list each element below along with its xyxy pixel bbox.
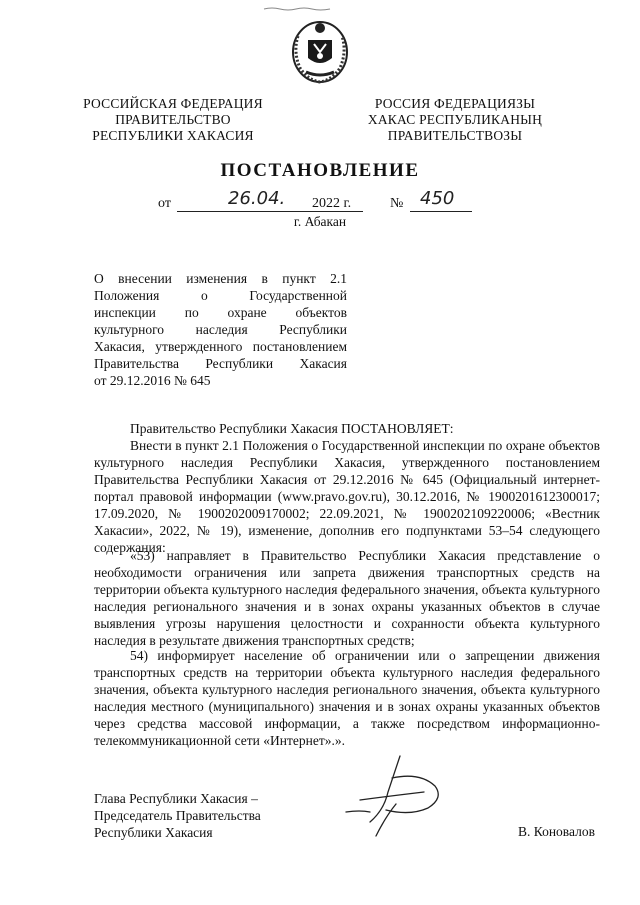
subject-line: от 29.12.2016 № 645: [94, 373, 211, 388]
date-prefix: от: [158, 196, 171, 211]
header-right-line: ХАКАС РЕСПУБЛИКАНЫҢ: [367, 112, 543, 127]
subject-line: культурного наследия Республики: [94, 322, 347, 337]
coat-of-arms-emblem-icon: [290, 18, 350, 84]
header-right-line: РОССИЯ ФЕДЕРАЦИЯЗЫ: [374, 96, 536, 111]
subject-line: инспекции по охране объектов: [94, 305, 347, 320]
header-left-line: РЕСПУБЛИКИ ХАКАСИЯ: [92, 128, 254, 143]
header-left-line: ПРАВИТЕЛЬСТВО: [115, 112, 231, 127]
signatory-position: [94, 790, 314, 841]
header-right-block: [360, 96, 550, 144]
header-left-line: РОССИЙСКАЯ ФЕДЕРАЦИЯ: [83, 96, 263, 111]
handwritten-date: 26.04.: [228, 188, 286, 209]
signatory-line: Председатель Правительства: [94, 808, 261, 823]
signatory-line: Глава Республики Хакасия –: [94, 791, 258, 806]
document-title: ПОСТАНОВЛЕНИЕ: [220, 160, 420, 181]
number-sign: №: [390, 196, 404, 211]
body-paragraph-2: «53) направляет в Правительство Республики Хакасия представление о необходимости ограничения или запрета движения транспортных средств на территории объекта культурного наследия федерального значения, объекта культурного наследия регионального значения и в зонах охраны указанных объектов в случае выявления угрозы нарушения целостности и сохранности объекта культурного наследия в результате движения транспортных средств;: [94, 548, 600, 648]
date-year: 2022 г.: [312, 196, 352, 211]
subject-line: Положения о Государственной: [94, 288, 347, 303]
registration-mark: [262, 6, 332, 12]
signatory-name: В. Коновалов: [518, 824, 595, 839]
handwritten-number: 450: [420, 188, 455, 209]
subject-line: Хакасия, утвержденного постановлением: [94, 339, 347, 354]
body-preamble: [94, 420, 600, 437]
subject-line: О внесении изменения в пункт 2.1: [94, 271, 347, 286]
signatory-line: Республики Хакасия: [94, 825, 213, 840]
subject-block: [94, 270, 347, 389]
body-paragraph-1: Внести в пункт 2.1 Положения о Государственной инспекции по охране объектов культурного наследия Республики Хакасия, утвержденного постановлением Правительства Республики Хакасия от 29.12.2016 № 645 (Официальный интернет-портал правовой информации (www.pravo.gov.ru), 30.12.2016, № 1900201612300017; 17.09.2020, № 1900202009170002; 22.09.2021, № 1900202109220006; «Вестник Хакасии», 2022, № 19), изменение, дополнив его подпунктами 53–54 следующего содержания:: [94, 438, 600, 555]
subject-line: Правительства Республики Хакасия: [94, 356, 347, 371]
body-paragraph-3: 54) информирует население об ограничении или о запрещении движения транспортных средств на территории объекта культурного наследия федерального значения, объекта культурного наследия регионального значения, объекта культурного наследия местного (муниципального) значения и в зонах охраны указанных объектов через средства массовой информации, а также посредством информационно-телекоммуникационной сети «Интернет».».: [94, 648, 600, 748]
header-left-block: [78, 96, 268, 144]
header-right-line: ПРАВИТЕЛЬСТВОЗЫ: [387, 128, 523, 143]
city-line: г. Абакан: [293, 214, 347, 229]
preamble-text: Правительство Республики Хакасия ПОСТАНОВЛЯЕТ:: [130, 421, 454, 436]
handwritten-signature: [340, 752, 460, 842]
